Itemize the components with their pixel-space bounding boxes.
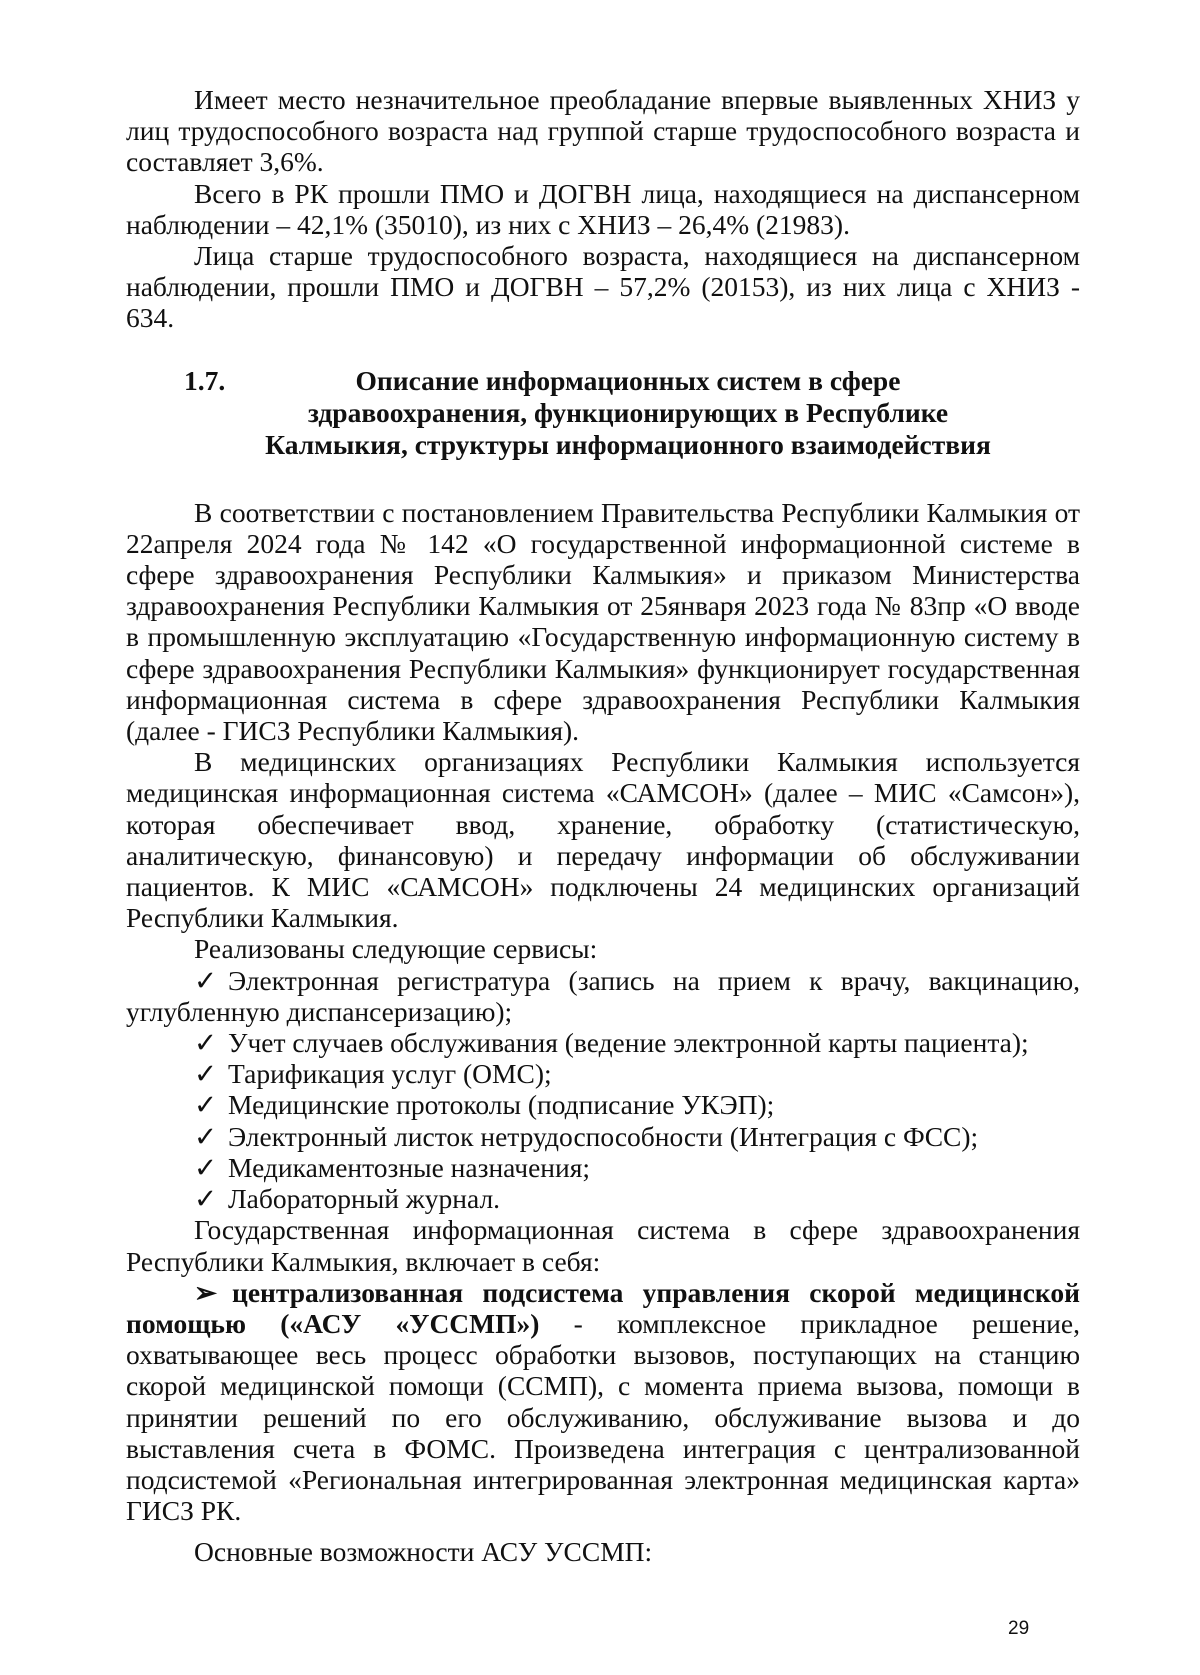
document-page (126, 84, 1080, 1568)
service-text: Учет случаев обслуживания (ведение электронной карты пациента); (228, 1027, 1029, 1059)
paragraph-gis-intro: Государственная информационная система в сфере здравоохранения Республики Калмыкия, включает в себя: (126, 1214, 1080, 1277)
paragraph-mis-samson: В медицинских организациях Республики Калмыкия используется медицинская информационная система «САМСОН» (далее – МИС «Самсон»), которая обеспечивает ввод, хранение, обработку (статистическую, аналитическую, финансовую) и передачу информации об обслуживании пациентов. К МИС «САМСОН» подключены 24 медицинских организаций Республики Калмыкия. (126, 746, 1080, 934)
checkmark-icon: ✓ (194, 1120, 218, 1152)
list-item (126, 1152, 1080, 1183)
list-item (126, 1121, 1080, 1152)
service-text: Тарификация услуг (ОМС); (228, 1058, 552, 1090)
section-number: 1.7. (184, 364, 226, 396)
list-item (126, 1089, 1080, 1120)
subsystem-description: - комплексное прикладное решение, охватывающее весь процесс обработки вызовов, поступающих на станцию скорой медицинской помощи (ССМП), с момента приема вызова, помощи в принятии решений по его обслуживанию, обслуживание вызова и до выставления счета в ФОМС. Произведена интеграция с централизованной подсистемой «Региональная интегрированная электронная медицинская карта» ГИСЗ РК. (126, 1307, 1080, 1527)
list-item (126, 1058, 1080, 1089)
checkmark-icon: ✓ (194, 1151, 218, 1183)
list-item (126, 1027, 1080, 1058)
service-text: Электронный листок нетрудоспособности (Интеграция с ФСС); (228, 1120, 979, 1152)
service-text: Лабораторный журнал. (228, 1183, 501, 1215)
capabilities-heading: Основные возможности АСУ УССМП: (194, 1536, 653, 1568)
list-item (126, 1183, 1080, 1214)
paragraph-dispensary-total: Всего в РК прошли ПМО и ДОГВН лица, находящиеся на диспансерном наблюдении – 42,1% (35010), из них с ХНИЗ – 26,4% (21983). (126, 177, 1080, 240)
services-list (126, 965, 1080, 1215)
checkmark-icon: ✓ (194, 1089, 218, 1121)
services-intro: Реализованы следующие сервисы: (194, 933, 598, 965)
paragraph-xniz-share: Имеет место незначительное преобладание впервые выявленных ХНИЗ у лиц трудоспособного возраста над группой старше трудоспособного возраста и составляет 3,6%. (126, 84, 1080, 178)
list-item (126, 965, 1080, 1027)
subsystem-name: централизованная подсистема управления скорой медицинской помощью («АСУ «УССМП») (126, 1276, 1080, 1339)
service-text: Электронная регистратура (запись на прием к врачу, вакцинацию, углубленную диспансеризацию); (126, 964, 1080, 1027)
checkmark-icon: ✓ (194, 1027, 218, 1059)
paragraph-elderly-dispensary: Лица старше трудоспособного возраста, находящиеся на диспансерном наблюдении, прошли ПМО и ДОГВН – 57,2% (20153), из них лица с ХНИЗ - 634. (126, 240, 1080, 334)
checkmark-icon: ✓ (194, 1058, 218, 1090)
checkmark-icon: ✓ (194, 1183, 218, 1215)
section-heading (126, 365, 1080, 461)
paragraph-legal-basis: В соответствии с постановлением Правительства Республики Калмыкия от 22апреля 2024 года № 142 «О государственной информационной системе в сфере здравоохранения Республики Калмыкия» и приказом Министерства здравоохранения Республики Калмыкия от 25января 2023 года № 83пр «О вводе в промышленную эксплуатацию «Государственную информационную систему в сфере здравоохранения Республики Калмыкия» функционирует государственная информационная система в сфере здравоохранения Республики Калмыкия (далее - ГИСЗ Республики Калмыкия). (126, 496, 1080, 747)
arrow-bullet-icon: ➢ (194, 1276, 218, 1308)
list-item (126, 1277, 1080, 1527)
service-text: Медикаментозные назначения; (228, 1151, 591, 1183)
page-number: 29 (1008, 1618, 1030, 1639)
service-text: Медицинские протоколы (подписание УКЭП); (228, 1089, 775, 1121)
subsystems-list (126, 1277, 1080, 1527)
checkmark-icon: ✓ (194, 964, 218, 996)
section-title: Описание информационных систем в сфере здравоохранения, функционирующих в Республике Калмыкия, структуры информационного взаимодействия (265, 364, 991, 460)
